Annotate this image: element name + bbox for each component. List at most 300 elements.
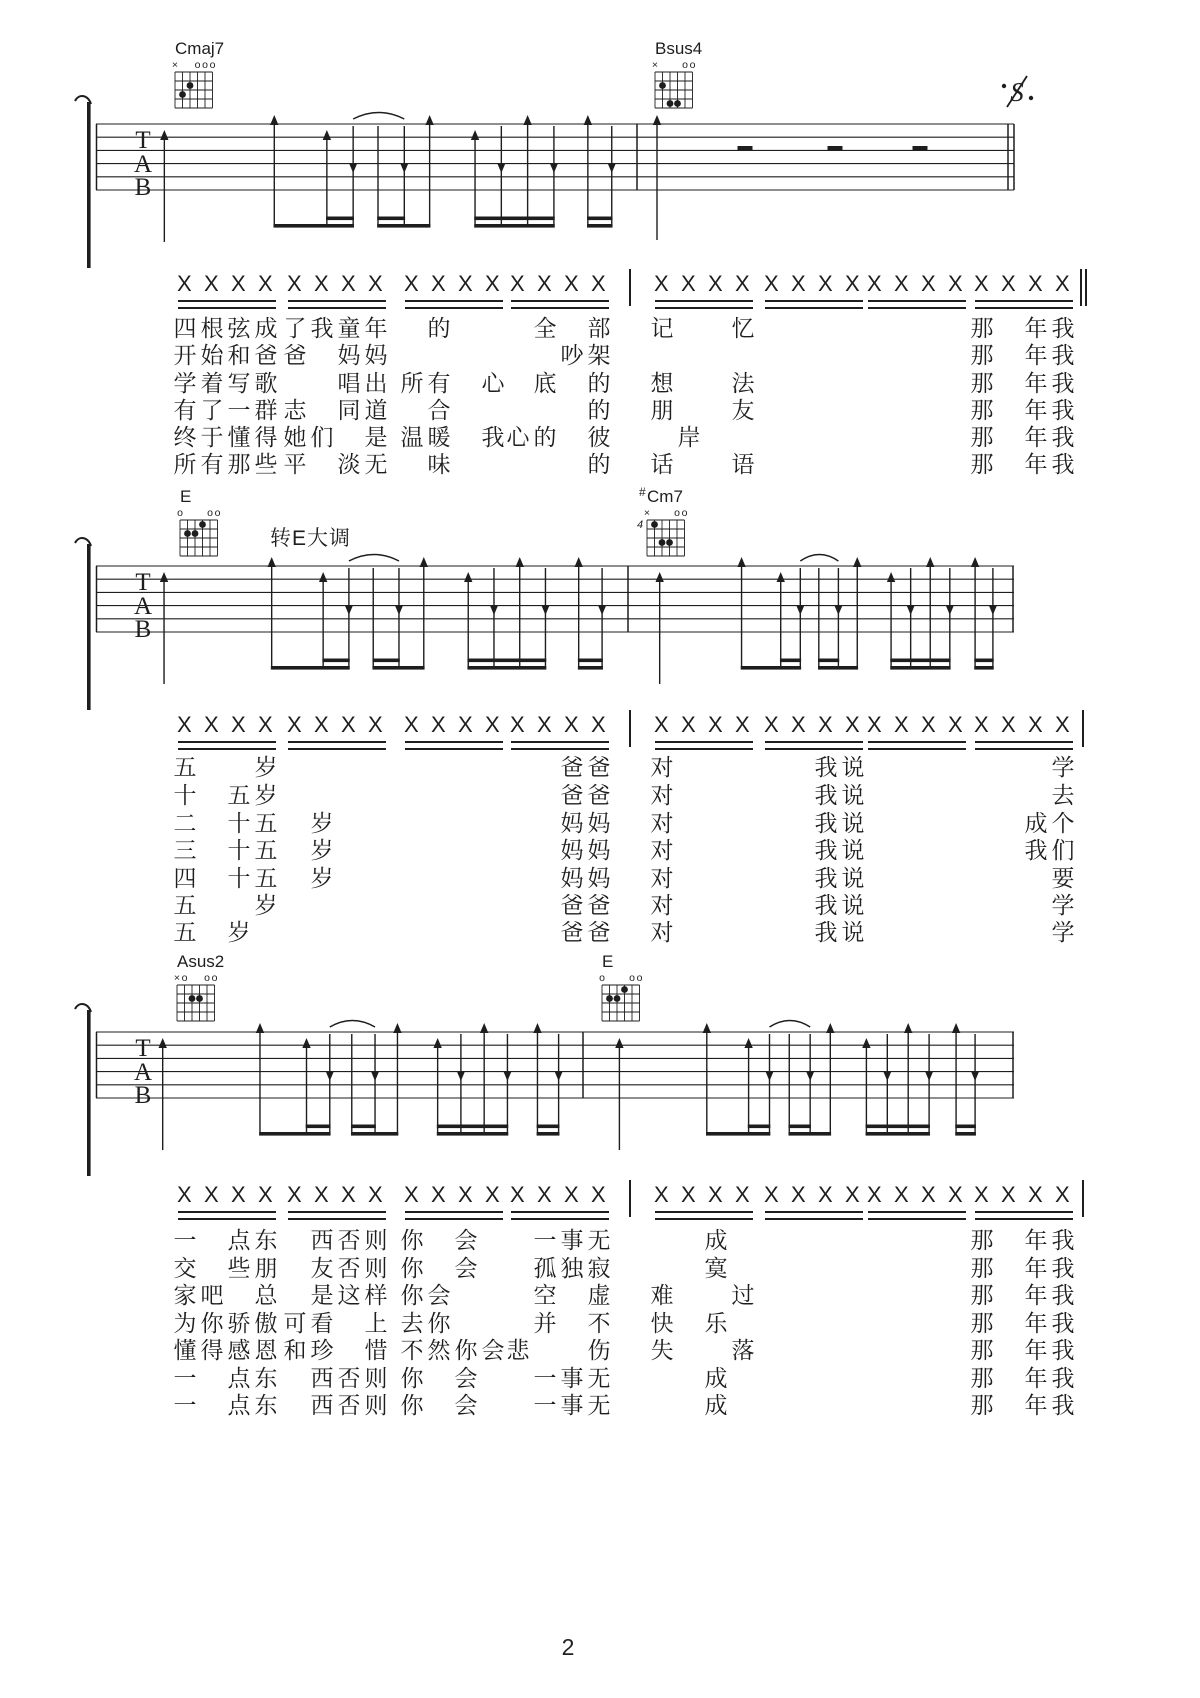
rhythm-slash-x: X xyxy=(654,271,669,296)
lyric-syllable: 你 xyxy=(400,1365,424,1391)
lyric-syllable: 出 xyxy=(364,370,388,396)
beam-underline xyxy=(178,1211,276,1213)
lyric-syllable: 我 xyxy=(1051,451,1075,477)
lyric-syllable: 否 xyxy=(337,1255,361,1281)
lyric-syllable: 我 xyxy=(814,754,838,780)
tab-clef-letter: B xyxy=(134,1082,152,1109)
rhythm-slash-x: X xyxy=(485,271,500,296)
lyric-syllable: 友 xyxy=(310,1255,334,1281)
beam-underline xyxy=(765,748,863,750)
lyric-syllable: 了 xyxy=(283,315,307,341)
rhythm-slash-x: X xyxy=(708,712,723,737)
lyric-syllable: 无 xyxy=(587,1392,611,1418)
lyric-syllable: 吵 xyxy=(560,342,584,368)
chord-label: Cmaj7 xyxy=(175,39,225,58)
rhythm-slash-x: X xyxy=(537,271,552,296)
lyric-syllable: 妈 xyxy=(587,810,611,836)
open-string-marker: o xyxy=(209,59,216,71)
beam-underline xyxy=(868,748,966,750)
rhythm-slash-x: X xyxy=(510,712,525,737)
lyric-syllable: 对 xyxy=(650,837,674,863)
lyric-syllable: 成 xyxy=(254,315,278,341)
open-string-marker: o xyxy=(674,507,680,519)
beam-underline xyxy=(868,1218,966,1220)
lyric-syllable: 底 xyxy=(533,370,557,396)
lyric-syllable: 三 xyxy=(173,837,197,863)
chord-label: E xyxy=(180,487,192,506)
lyric-syllable: 无 xyxy=(364,451,388,477)
rhythm-slash-x: X xyxy=(258,712,273,737)
lyric-syllable: 五 xyxy=(173,754,197,780)
lyric-syllable: 去 xyxy=(400,1310,424,1336)
rhythm-slash-x: X xyxy=(818,712,833,737)
rhythm-slash-x: X xyxy=(537,712,552,737)
rhythm-slash-x: X xyxy=(791,1182,806,1207)
rhythm-slash-x: X xyxy=(231,271,246,296)
beam-underline xyxy=(178,741,276,743)
rhythm-slash-x: X xyxy=(867,271,882,296)
rhythm-slash-x: X xyxy=(485,712,500,737)
lyric-syllable: 可 xyxy=(283,1310,307,1336)
open-string-marker: o xyxy=(181,972,188,984)
lyric-syllable: 爸 xyxy=(254,342,278,368)
lyric-syllable: 为 xyxy=(173,1310,197,1336)
lyric-syllable: 那 xyxy=(970,451,994,477)
rhythm-slash-x: X xyxy=(314,271,329,296)
lyric-syllable: 平 xyxy=(283,451,307,477)
lyric-syllable: 是 xyxy=(364,424,388,450)
lyric-syllable: 年 xyxy=(1024,1310,1048,1336)
lyric-syllable: 所 xyxy=(173,451,197,477)
lyric-syllable: 失 xyxy=(650,1337,674,1363)
lyric-syllable: 孤 xyxy=(533,1255,557,1281)
lyric-syllable: 合 xyxy=(427,397,451,423)
lyric-syllable: 那 xyxy=(970,1392,994,1418)
lyric-syllable: 学 xyxy=(1051,754,1075,780)
lyric-syllable: 年 xyxy=(1024,1227,1048,1253)
lyric-syllable: 事 xyxy=(560,1227,584,1253)
lyric-syllable: 东 xyxy=(254,1365,278,1391)
lyric-syllable: 开 xyxy=(173,342,197,368)
chord-diagram-cm7 xyxy=(635,485,727,576)
lyric-syllable: 过 xyxy=(731,1282,755,1308)
beam-underline xyxy=(975,748,1073,750)
chord-diagram-e xyxy=(590,953,682,1041)
lyric-syllable: 五 xyxy=(254,865,278,891)
lyric-syllable: 淡 xyxy=(337,451,361,477)
beam-underline xyxy=(405,741,503,743)
rhythm-slash-x: X xyxy=(204,712,219,737)
rhythm-slash-x: X xyxy=(591,271,606,296)
rhythm-slash-x: X xyxy=(764,712,779,737)
rhythm-slash-x: X xyxy=(974,271,989,296)
lyric-syllable: 对 xyxy=(650,919,674,945)
open-string-marker: o xyxy=(599,972,605,984)
lyric-syllable: 总 xyxy=(254,1282,278,1308)
rhythm-slash-x: X xyxy=(458,712,473,737)
lyric-syllable: 年 xyxy=(1024,315,1048,341)
rhythm-slash-x: X xyxy=(485,1182,500,1207)
lyric-syllable: 学 xyxy=(173,370,197,396)
lyric-syllable: 你 xyxy=(427,1310,451,1336)
lyric-syllable: 年 xyxy=(1024,1365,1048,1391)
lyric-syllable: 我 xyxy=(814,837,838,863)
beam-underline xyxy=(511,748,609,750)
lyric-syllable: 那 xyxy=(970,1365,994,1391)
lyric-syllable: 些 xyxy=(254,451,278,477)
lyric-syllable: 法 xyxy=(731,370,755,396)
tab-clef-letter: T xyxy=(135,1035,151,1062)
lyric-syllable: 五 xyxy=(173,892,197,918)
lyric-syllable: 岁 xyxy=(310,865,334,891)
rhythm-slash-x: X xyxy=(948,712,963,737)
rhythm-slash-x: X xyxy=(258,271,273,296)
lyric-syllable: 心 xyxy=(481,370,505,396)
lyric-syllable: 年 xyxy=(1024,397,1048,423)
beam-underline xyxy=(178,1218,276,1220)
beam-underline xyxy=(405,1218,503,1220)
chord-diagram-e xyxy=(168,488,260,576)
lyric-syllable: 则 xyxy=(364,1392,388,1418)
lyric-syllable: 味 xyxy=(427,451,451,477)
beam-underline xyxy=(288,307,386,309)
lyric-syllable: 则 xyxy=(364,1365,388,1391)
lyric-syllable: 架 xyxy=(587,342,611,368)
beam-underline xyxy=(765,1218,863,1220)
lyric-syllable: 我 xyxy=(1051,1282,1075,1308)
lyric-syllable: 暖 xyxy=(427,424,451,450)
rhythm-slash-x: X xyxy=(431,271,446,296)
muted-string-marker: × xyxy=(173,972,181,984)
beam-underline xyxy=(655,1211,753,1213)
rhythm-slash-x: X xyxy=(921,1182,936,1207)
lyric-syllable: 无 xyxy=(587,1227,611,1253)
chord-label: E xyxy=(602,952,614,971)
lyric-syllable: 点 xyxy=(227,1227,251,1253)
lyric-syllable: 我 xyxy=(310,315,334,341)
lyric-syllable: 我 xyxy=(1051,370,1075,396)
rhythm-slash-x: X xyxy=(845,1182,860,1207)
rhythm-slash-x: X xyxy=(287,712,302,737)
rhythm-slash-x: X xyxy=(894,271,909,296)
rhythm-slash-x: X xyxy=(764,1182,779,1207)
open-string-marker: o xyxy=(689,59,696,71)
beam-underline xyxy=(288,748,386,750)
rhythm-slash-x: X xyxy=(341,1182,356,1207)
beam-underline xyxy=(178,307,276,309)
lyric-syllable: 妈 xyxy=(587,865,611,891)
tab-clef-letter: A xyxy=(133,593,153,620)
chord-label: Asus2 xyxy=(177,952,225,971)
lyric-syllable: 十 xyxy=(227,837,251,863)
lyric-syllable: 会 xyxy=(481,1337,505,1363)
lyric-syllable: 对 xyxy=(650,810,674,836)
lyric-syllable: 我 xyxy=(1051,1227,1075,1253)
lyric-syllable: 年 xyxy=(1024,1392,1048,1418)
lyric-syllable: 朋 xyxy=(254,1255,278,1281)
lyric-syllable: 终 xyxy=(173,424,197,450)
rhythm-row-3 xyxy=(0,1183,1200,1227)
lyric-syllable: 的 xyxy=(587,397,611,423)
rhythm-slash-x: X xyxy=(1001,1182,1016,1207)
lyric-syllable: 那 xyxy=(970,315,994,341)
lyric-syllable: 们 xyxy=(1051,837,1075,863)
lyric-syllable: 妈 xyxy=(560,837,584,863)
rhythm-slash-x: X xyxy=(1028,1182,1043,1207)
lyric-syllable: 伤 xyxy=(587,1337,611,1363)
lyric-syllable: 始 xyxy=(200,342,224,368)
lyric-syllable: 志 xyxy=(283,397,307,423)
beam-underline xyxy=(765,300,863,302)
lyric-syllable: 我 xyxy=(1051,1365,1075,1391)
beam-underline xyxy=(405,300,503,302)
lyric-syllable: 一 xyxy=(533,1227,557,1253)
fret-position-label: 4 xyxy=(637,519,644,531)
lyric-syllable: 个 xyxy=(1051,810,1075,836)
lyric-syllable: 年 xyxy=(1024,451,1048,477)
lyric-syllable: 然 xyxy=(427,1337,451,1363)
lyric-syllable: 的 xyxy=(587,370,611,396)
lyric-syllable: 对 xyxy=(650,754,674,780)
beam-underline xyxy=(405,1211,503,1213)
lyric-syllable: 吧 xyxy=(200,1282,224,1308)
rhythm-slash-x: X xyxy=(764,271,779,296)
rhythm-slash-x: X xyxy=(404,712,419,737)
lyric-syllable: 妈 xyxy=(337,342,361,368)
lyric-syllable: 事 xyxy=(560,1392,584,1418)
rhythm-slash-x: X xyxy=(314,1182,329,1207)
lyric-syllable: 落 xyxy=(731,1337,755,1363)
lyric-syllable: 你 xyxy=(400,1282,424,1308)
lyric-syllable: 彼 xyxy=(587,424,611,450)
lyric-syllable: 唱 xyxy=(337,370,361,396)
lyric-syllable: 则 xyxy=(364,1227,388,1253)
lyric-syllable: 年 xyxy=(1024,342,1048,368)
rhythm-slash-x: X xyxy=(735,1182,750,1207)
lyric-syllable: 爸 xyxy=(560,919,584,945)
lyric-syllable: 这 xyxy=(337,1282,361,1308)
lyric-syllable: 年 xyxy=(364,315,388,341)
rhythm-slash-x: X xyxy=(681,712,696,737)
rhythm-slash-x: X xyxy=(314,712,329,737)
rhythm-slash-x: X xyxy=(654,1182,669,1207)
open-string-marker: o xyxy=(629,972,635,984)
lyric-syllable: 点 xyxy=(227,1365,251,1391)
lyric-syllable: 有 xyxy=(427,370,451,396)
rhythm-slash-x: X xyxy=(921,712,936,737)
rhythm-slash-x: X xyxy=(1055,271,1070,296)
tab-clef-letter: A xyxy=(133,151,153,178)
lyric-syllable: 寞 xyxy=(704,1255,728,1281)
lyric-syllable: 乐 xyxy=(704,1310,728,1336)
rhythm-slash-x: X xyxy=(867,712,882,737)
lyric-syllable: 是 xyxy=(310,1282,334,1308)
lyric-syllable: 说 xyxy=(841,892,865,918)
rhythm-slash-x: X xyxy=(204,271,219,296)
lyric-syllable: 我 xyxy=(1051,1310,1075,1336)
lyric-syllable: 说 xyxy=(841,865,865,891)
rhythm-slash-x: X xyxy=(368,712,383,737)
rhythm-slash-x: X xyxy=(818,1182,833,1207)
lyric-syllable: 空 xyxy=(533,1282,557,1308)
lyric-syllable: 心 xyxy=(506,424,530,450)
beam-underline xyxy=(288,300,386,302)
rhythm-slash-x: X xyxy=(681,1182,696,1207)
lyric-syllable: 她 xyxy=(283,424,307,450)
lyric-syllable: 一 xyxy=(173,1365,197,1391)
rhythm-slash-x: X xyxy=(791,712,806,737)
lyric-syllable: 快 xyxy=(650,1310,674,1336)
chord-label: Cm7 xyxy=(647,487,683,506)
lyric-syllable: 我 xyxy=(814,782,838,808)
lyric-syllable: 于 xyxy=(200,424,224,450)
rhythm-slash-x: X xyxy=(1028,271,1043,296)
lyric-syllable: 学 xyxy=(1051,919,1075,945)
lyric-syllable: 独 xyxy=(560,1255,584,1281)
lyric-syllable: 惜 xyxy=(364,1337,388,1363)
lyric-syllable: 我 xyxy=(1024,837,1048,863)
lyric-syllable: 你 xyxy=(400,1392,424,1418)
lyric-syllable: 友 xyxy=(731,397,755,423)
beam-underline xyxy=(405,307,503,309)
modulation-label: 转E大调 xyxy=(270,527,352,550)
lyric-syllable: 岁 xyxy=(227,919,251,945)
lyric-syllable: 有 xyxy=(200,451,224,477)
rhythm-slash-x: X xyxy=(791,271,806,296)
open-string-marker: o xyxy=(207,507,213,519)
lyric-syllable: 西 xyxy=(310,1392,334,1418)
rhythm-slash-x: X xyxy=(591,712,606,737)
lyric-syllable: 年 xyxy=(1024,1255,1048,1281)
rhythm-slash-x: X xyxy=(458,1182,473,1207)
lyric-syllable: 些 xyxy=(227,1255,251,1281)
lyric-syllable: 不 xyxy=(587,1310,611,1336)
beam-underline xyxy=(511,307,609,309)
beam-underline xyxy=(655,748,753,750)
lyric-syllable: 四 xyxy=(173,315,197,341)
rhythm-slash-x: X xyxy=(204,1182,219,1207)
lyric-syllable: 写 xyxy=(227,370,251,396)
lyric-syllable: 家 xyxy=(173,1282,197,1308)
chord-accidental: # xyxy=(639,485,646,499)
rhythm-slash-x: X xyxy=(735,712,750,737)
rhythm-slash-x: X xyxy=(258,1182,273,1207)
lyric-syllable: 不 xyxy=(400,1337,424,1363)
beam-underline xyxy=(655,307,753,309)
lyric-syllable: 温 xyxy=(400,424,424,450)
svg-text:S: S xyxy=(1010,77,1024,107)
rhythm-slash-x: X xyxy=(431,1182,446,1207)
rhythm-slash-x: X xyxy=(564,1182,579,1207)
lyric-syllable: 得 xyxy=(200,1337,224,1363)
rhythm-slash-x: X xyxy=(845,712,860,737)
rhythm-slash-x: X xyxy=(404,1182,419,1207)
lyric-syllable: 爸 xyxy=(560,754,584,780)
rhythm-slash-x: X xyxy=(368,1182,383,1207)
lyric-syllable: 成 xyxy=(704,1227,728,1253)
beam-underline xyxy=(975,1211,1073,1213)
lyric-syllable: 我 xyxy=(814,865,838,891)
lyric-syllable: 弦 xyxy=(227,315,251,341)
end-barline xyxy=(1085,269,1087,306)
lyric-syllable: 全 xyxy=(533,315,557,341)
lyric-syllable: 点 xyxy=(227,1392,251,1418)
lyric-syllable: 对 xyxy=(650,892,674,918)
lyric-syllable: 说 xyxy=(841,837,865,863)
lyric-syllable: 岁 xyxy=(310,810,334,836)
rhythm-row-2 xyxy=(0,713,1200,757)
rhythm-slash-x: X xyxy=(177,712,192,737)
lyric-syllable: 否 xyxy=(337,1227,361,1253)
lyric-syllable: 年 xyxy=(1024,424,1048,450)
open-string-marker: o xyxy=(681,507,688,519)
rhythm-slash-x: X xyxy=(948,271,963,296)
lyric-syllable: 爸 xyxy=(587,919,611,945)
beam-underline xyxy=(975,300,1073,302)
beam-underline xyxy=(765,741,863,743)
lyric-syllable: 的 xyxy=(427,315,451,341)
lyric-syllable: 那 xyxy=(970,1255,994,1281)
lyric-syllable: 西 xyxy=(310,1227,334,1253)
lyric-syllable: 则 xyxy=(364,1255,388,1281)
rhythm-slash-x: X xyxy=(231,712,246,737)
rhythm-slash-x: X xyxy=(974,712,989,737)
measure-barline xyxy=(629,710,631,747)
rhythm-slash-x: X xyxy=(818,271,833,296)
lyric-syllable: 会 xyxy=(454,1227,478,1253)
measure-barline xyxy=(629,1180,631,1217)
lyric-syllable: 我 xyxy=(814,919,838,945)
lyric-syllable: 你 xyxy=(400,1255,424,1281)
lyric-syllable: 道 xyxy=(364,397,388,423)
lyric-syllable: 着 xyxy=(200,370,224,396)
lyric-syllable: 爸 xyxy=(560,782,584,808)
lyric-syllable: 我 xyxy=(1051,315,1075,341)
lyric-syllable: 那 xyxy=(970,1227,994,1253)
beam-underline xyxy=(975,741,1073,743)
lyric-syllable: 爸 xyxy=(283,342,307,368)
lyric-syllable: 我 xyxy=(1051,424,1075,450)
lyric-syllable: 说 xyxy=(841,782,865,808)
lyric-syllable: 根 xyxy=(200,315,224,341)
open-string-marker: o xyxy=(204,972,210,984)
rhythm-slash-x: X xyxy=(510,271,525,296)
segno-icon xyxy=(1000,72,1036,112)
lyric-syllable: 岸 xyxy=(677,424,701,450)
rhythm-slash-x: X xyxy=(341,271,356,296)
open-string-marker: o xyxy=(211,972,218,984)
lyric-syllable: 懂 xyxy=(227,424,251,450)
lyric-syllable: 和 xyxy=(227,342,251,368)
lyric-syllable: 年 xyxy=(1024,370,1048,396)
beam-underline xyxy=(178,748,276,750)
lyric-syllable: 上 xyxy=(364,1310,388,1336)
rhythm-slash-x: X xyxy=(564,712,579,737)
lyric-syllable: 得 xyxy=(254,424,278,450)
muted-string-marker: × xyxy=(651,59,659,71)
lyric-syllable: 会 xyxy=(454,1255,478,1281)
lyric-syllable: 一 xyxy=(173,1392,197,1418)
lyric-syllable: 四 xyxy=(173,865,197,891)
lyric-syllable: 我 xyxy=(1051,397,1075,423)
lyric-syllable: 爸 xyxy=(587,754,611,780)
rhythm-slash-x: X xyxy=(458,271,473,296)
lyric-syllable: 朋 xyxy=(650,397,674,423)
rhythm-slash-x: X xyxy=(845,271,860,296)
lyric-syllable: 珍 xyxy=(310,1337,334,1363)
lyric-syllable: 会 xyxy=(454,1365,478,1391)
chord-diagram-cmaj7 xyxy=(163,40,255,128)
